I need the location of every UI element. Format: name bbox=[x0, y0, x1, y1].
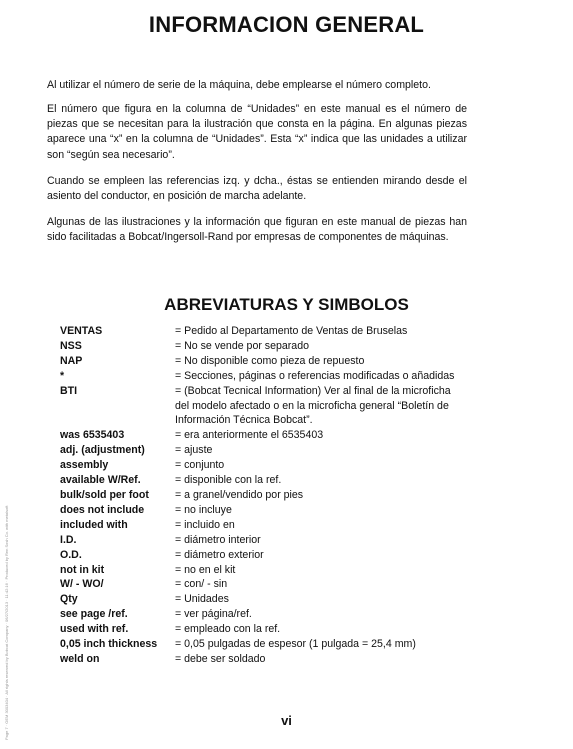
abbreviation-term: NSS bbox=[60, 339, 82, 352]
abbreviation-row bbox=[60, 518, 500, 533]
abbreviation-definition: = no incluye bbox=[175, 503, 232, 516]
abbreviation-row bbox=[60, 354, 500, 369]
abbreviation-definition: = Secciones, páginas o referencias modificadas o añadidas bbox=[175, 369, 455, 382]
abbreviation-definition: = ver página/ref. bbox=[175, 608, 252, 621]
abbreviation-term: see page /ref. bbox=[60, 608, 128, 621]
abbreviation-row bbox=[60, 428, 500, 443]
abbreviation-row bbox=[60, 503, 500, 518]
side-imprint: Page 7 · OEM 3003404 · All rights reserved by Bobcat Company · 06/27/2013 · 11:42:16 · Produced by Ren Sosh Co. with metalsoft bbox=[4, 505, 9, 740]
paragraph-left-right: Cuando se empleen las referencias izq. y dcha., éstas se entienden mirando desde el asiento del conductor, en posición de marcha adelante. bbox=[47, 175, 467, 203]
abbreviation-term: was 6535403 bbox=[60, 429, 125, 442]
abbreviation-term: included with bbox=[60, 518, 128, 531]
abbreviation-term: weld on bbox=[60, 652, 100, 665]
abbreviation-term: NAP bbox=[60, 354, 83, 367]
abbreviation-term: 0,05 inch thickness bbox=[60, 638, 158, 651]
abbreviation-definition: = era anteriormente el 6535403 bbox=[175, 429, 324, 442]
abbreviation-term: assembly bbox=[60, 459, 109, 472]
abbreviation-term: does not include bbox=[60, 503, 145, 516]
abbreviation-definition: = Pedido al Departamento de Ventas de Bruselas bbox=[175, 325, 408, 337]
abbreviation-definition: = diámetro exterior bbox=[175, 548, 264, 561]
abbreviation-row bbox=[60, 548, 500, 563]
abbreviation-term: bulk/sold per foot bbox=[60, 488, 149, 501]
abbreviation-definition: = No disponible como pieza de repuesto bbox=[175, 354, 365, 367]
abbreviation-definition: = no en el kit bbox=[175, 563, 236, 576]
abbreviation-definition: = No se vende por separado bbox=[175, 339, 309, 352]
abbreviation-row bbox=[60, 384, 500, 429]
paragraph-units-column: El número que figura en la columna de “Unidades” en este manual es el número de piezas que se necesitan para la ilustración que consta en la página. En algunas piezas aparece una “x” en la columna de “Unidades”. Esta “x” indica que las unidades a utilizar son “según sea necesario”. bbox=[47, 103, 467, 161]
abbreviation-row bbox=[60, 652, 500, 667]
abbreviation-term: I.D. bbox=[60, 533, 77, 546]
abbreviation-term: O.D. bbox=[60, 548, 82, 561]
page-title: INFORMACION GENERAL bbox=[148, 12, 425, 37]
abbreviation-term: * bbox=[60, 369, 65, 382]
abbreviation-row bbox=[60, 324, 500, 339]
abbreviation-row bbox=[60, 637, 500, 652]
abbreviation-definition: = con/ - sin bbox=[175, 578, 228, 591]
abbreviation-definition: = conjunto bbox=[175, 459, 225, 472]
abbreviation-row bbox=[60, 473, 500, 488]
abbreviation-row bbox=[60, 339, 500, 354]
abbreviation-row bbox=[60, 369, 500, 384]
abbreviation-term: VENTAS bbox=[60, 325, 103, 337]
abbreviation-definition: = ajuste bbox=[175, 444, 213, 457]
abbreviation-definition: = diámetro interior bbox=[175, 533, 261, 546]
page-number: vi bbox=[281, 713, 292, 728]
paragraph-illustrations: Algunas de las ilustraciones y la información que figuran en este manual de piezas han sido facilitadas a Bobcat/Ingersoll-Rand por empresas de componentes de máquinas. bbox=[47, 216, 467, 244]
abbreviation-term: adj. (adjustment) bbox=[60, 444, 145, 457]
abbreviation-definition: = disponible con la ref. bbox=[175, 474, 282, 487]
abbreviation-term: not in kit bbox=[60, 563, 105, 576]
abbreviation-definition: = (Bobcat Tecnical Information) Ver al final de la microficha del modelo afectado o en la microficha general “Boletín de Información Técnica Bobcat”. bbox=[175, 384, 451, 427]
abbreviation-row bbox=[60, 533, 500, 548]
abbreviation-row bbox=[60, 577, 500, 592]
section-title: ABREVIATURAS Y SIMBOLOS bbox=[164, 295, 409, 314]
abbreviation-definition: = debe ser soldado bbox=[175, 652, 266, 665]
abbreviation-definition: = incluido en bbox=[175, 518, 235, 531]
abbreviation-row bbox=[60, 443, 500, 458]
abbreviation-row bbox=[60, 488, 500, 503]
abbreviation-row bbox=[60, 592, 500, 607]
abbreviation-definition: = a granel/vendido por pies bbox=[175, 488, 304, 501]
abbreviation-term: W/ - WO/ bbox=[60, 578, 104, 591]
paragraph-serial-number: Al utilizar el número de serie de la máquina, debe emplearse el número completo. bbox=[47, 79, 431, 91]
abbreviation-list bbox=[60, 324, 500, 667]
abbreviation-definition: = empleado con la ref. bbox=[175, 623, 281, 636]
abbreviation-row bbox=[60, 458, 500, 473]
abbreviation-term: Qty bbox=[60, 593, 78, 606]
abbreviation-row bbox=[60, 607, 500, 622]
abbreviation-definition: = 0,05 pulgadas de espesor (1 pulgada = 25,4 mm) bbox=[175, 638, 416, 651]
abbreviation-term: available W/Ref. bbox=[60, 474, 141, 487]
abbreviation-term: BTI bbox=[60, 384, 78, 397]
abbreviation-row bbox=[60, 622, 500, 637]
abbreviation-definition: = Unidades bbox=[175, 593, 229, 606]
abbreviation-term: used with ref. bbox=[60, 623, 129, 636]
abbreviation-row bbox=[60, 563, 500, 578]
